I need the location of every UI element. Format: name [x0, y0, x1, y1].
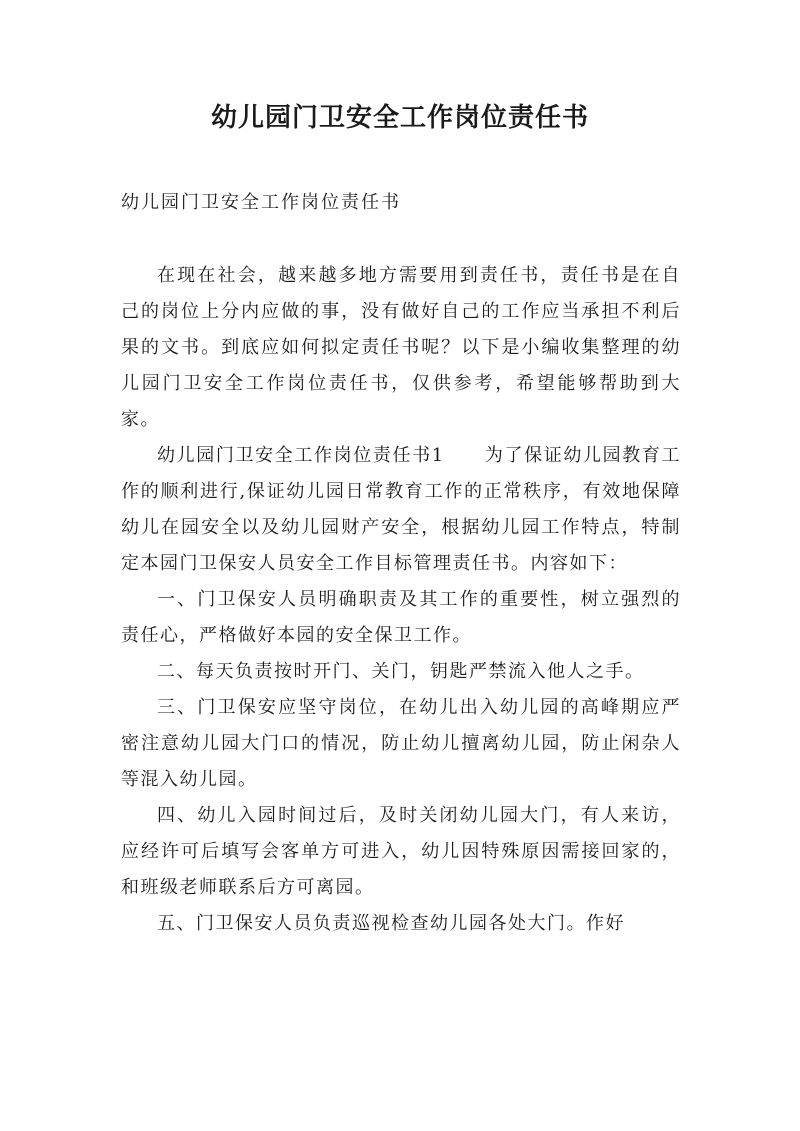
section-paragraph: [121, 438, 681, 582]
intro-paragraph: 在现在社会，越来越多地方需要用到责任书，责任书是在自己的岗位上分内应做的事，没有做好自己的工作应当承担不利后果的文书。到底应如何拟定责任书呢？以下是小编收集整理的幼儿园门卫安全工作岗位责任书，仅供参考，希望能够帮助到大家。: [121, 265, 681, 430]
section-heading: 幼儿园门卫安全工作岗位责任书1: [157, 445, 445, 466]
list-item-5: 五、门卫保安人员负责巡视检查幼儿园各处大门。作好: [157, 913, 625, 934]
list-item-3: 三、门卫保安应坚守岗位，在幼儿出入幼儿园的高峰期应严密注意幼儿园大门口的情况，防止幼儿擅离幼儿园，防止闲杂人等混入幼儿园。: [121, 697, 681, 790]
section-intro: 为了保证幼儿园教育工作的顺利进行,保证幼儿园日常教育工作的正常秩序，有效地保障幼儿在园安全以及幼儿园财产安全，根据幼儿园工作特点，特制定本园门卫保安人员安全工作目标管理责任书。内容如下：: [121, 445, 682, 574]
document-body: [121, 258, 681, 942]
list-item-2: 二、每天负责按时开门、关门，钥匙严禁流入他人之手。: [157, 661, 645, 682]
list-item-4: 四、幼儿入园时间过后，及时关闭幼儿园大门，有人来访，应经许可后填写会客单方可进入，幼儿因特殊原因需接回家的，和班级老师联系后方可离园。: [121, 805, 681, 898]
list-item-1: 一、门卫保安人员明确职责及其工作的重要性，树立强烈的责任心，严格做好本园的安全保卫工作。: [121, 589, 681, 646]
document-title: 幼儿园门卫安全工作岗位责任书: [210, 103, 589, 133]
document-subtitle: 幼儿园门卫安全工作岗位责任书: [121, 192, 401, 213]
